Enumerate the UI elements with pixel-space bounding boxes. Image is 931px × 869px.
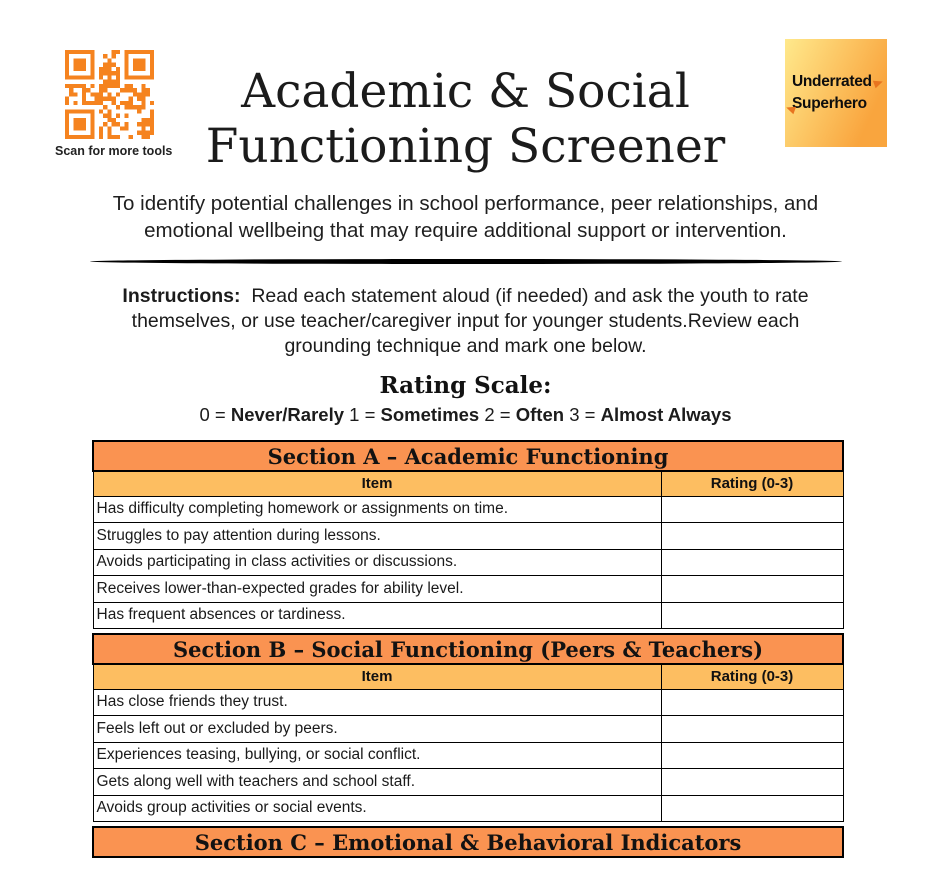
column-header-row: [93, 471, 843, 496]
item-text: Has close friends they trust.: [93, 689, 661, 716]
rating-scale-part: Almost Always: [600, 404, 732, 425]
page-title-line2: Functioning Screener: [205, 119, 726, 174]
table-row: [93, 523, 843, 550]
screener-tables: [92, 440, 842, 858]
item-text: Receives lower-than-expected grades for ability level.: [93, 576, 661, 603]
purpose-subtitle: To identify potential challenges in school performance, peer relationships, and emotional wellbeing that may require additional support or intervention.: [112, 192, 819, 242]
brand-logo-text: [785, 39, 887, 115]
rating-column-header: Rating (0-3): [661, 664, 843, 689]
item-text: Experiences teasing, bullying, or social conflict.: [93, 742, 661, 769]
table-row: [93, 602, 843, 629]
item-text: Has frequent absences or tardiness.: [93, 602, 661, 629]
item-column-header: Item: [93, 664, 661, 689]
item-text: Avoids group activities or social events.: [93, 795, 661, 822]
instructions-label: Instructions:: [122, 285, 241, 307]
rating-input-cell[interactable]: [661, 689, 843, 716]
table-row: [93, 576, 843, 603]
rating-input-cell[interactable]: [661, 769, 843, 796]
rating-input-cell[interactable]: [661, 602, 843, 629]
brand-logo-line2: Superhero: [792, 95, 867, 112]
qr-code-icon: [65, 50, 154, 139]
table-row: [93, 769, 843, 796]
table-row: [93, 549, 843, 576]
item-text: Feels left out or excluded by peers.: [93, 716, 661, 743]
instructions-body: Read each statement aloud (if needed) and ask the youth to rate themselves, or use teacher/caregiver input for younger students.Review each grounding technique and mark one below.: [131, 285, 809, 357]
page-header: [0, 0, 931, 182]
item-text: Struggles to pay attention during lessons.: [93, 523, 661, 550]
divider-line: [90, 259, 842, 264]
rating-input-cell[interactable]: [661, 523, 843, 550]
table-row: [93, 795, 843, 822]
table-row: [93, 716, 843, 743]
rating-scale-part: Often: [515, 404, 565, 425]
rating-input-cell[interactable]: [661, 795, 843, 822]
item-text: Has difficulty completing homework or assignments on time.: [93, 496, 661, 523]
rating-scale-part: 3 =: [564, 404, 601, 425]
rating-input-cell[interactable]: [661, 576, 843, 603]
qr-block: [55, 50, 173, 158]
table-row: [93, 689, 843, 716]
page-title-line1: Academic & Social: [241, 64, 690, 119]
rating-input-cell[interactable]: [661, 549, 843, 576]
rating-scale-part: 1 =: [344, 404, 381, 425]
rating-input-cell[interactable]: [661, 496, 843, 523]
section-a-table: [92, 440, 844, 629]
item-column-header: Item: [93, 471, 661, 496]
section-c-table: [92, 826, 844, 858]
item-text: Gets along well with teachers and school staff.: [93, 769, 661, 796]
brand-logo: [785, 39, 887, 147]
item-text: Avoids participating in class activities or discussions.: [93, 549, 661, 576]
rating-input-cell[interactable]: [661, 742, 843, 769]
section-b-title: Section B – Social Functioning (Peers & Teachers): [93, 634, 843, 664]
section-a-title: Section A – Academic Functioning: [93, 441, 843, 471]
rating-scale-heading: Rating Scale:: [379, 372, 552, 399]
rating-scale-line: [0, 404, 931, 426]
rating-scale-part: 2 =: [479, 404, 516, 425]
table-row: [93, 742, 843, 769]
column-header-row: [93, 664, 843, 689]
rating-column-header: Rating (0-3): [661, 471, 843, 496]
brand-logo-line1: Underrated: [792, 73, 872, 90]
table-row: [93, 496, 843, 523]
instructions-text: [106, 284, 826, 359]
rating-scale-part: 0 =: [199, 404, 231, 425]
rating-scale-part: Never/Rarely: [230, 404, 344, 425]
section-c-title: Section C – Emotional & Behavioral Indicators: [93, 827, 843, 857]
rating-input-cell[interactable]: [661, 716, 843, 743]
qr-caption: Scan for more tools: [55, 144, 173, 158]
section-b-table: [92, 633, 844, 822]
rating-scale-part: Sometimes: [380, 404, 480, 425]
